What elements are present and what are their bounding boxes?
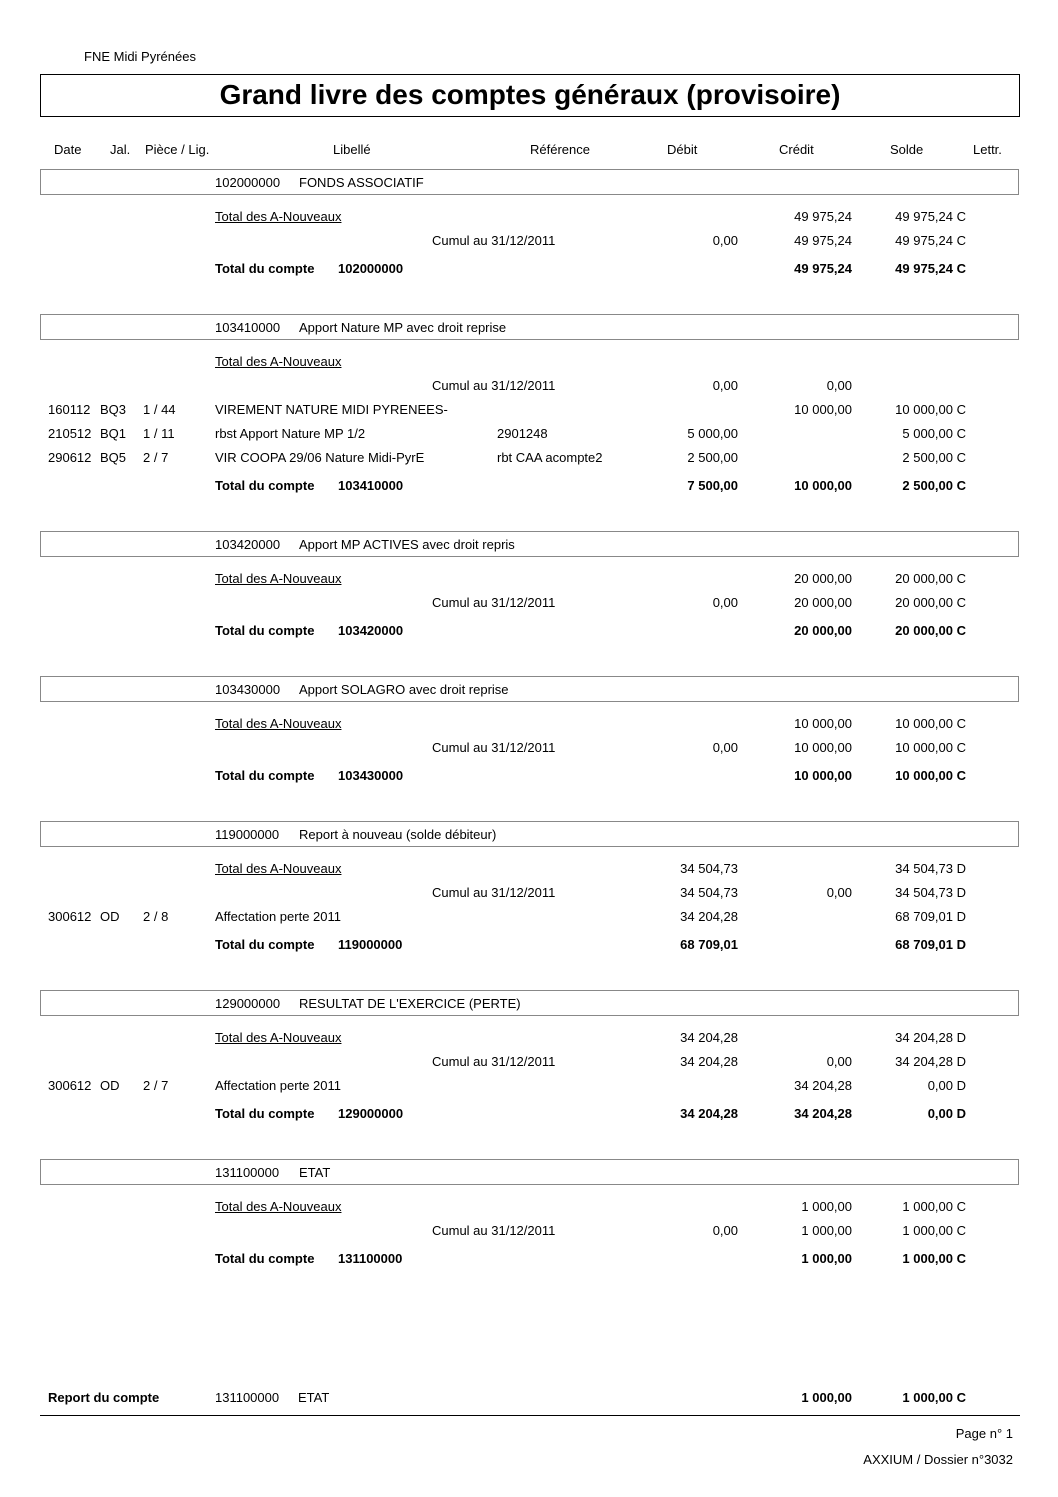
- footer-divider: [40, 1415, 1020, 1416]
- cumul-label: Cumul au 31/12/2011: [432, 1223, 556, 1238]
- report-account-number: 131100000: [215, 1390, 280, 1405]
- cumul-solde: 20 000,00 C: [895, 595, 966, 610]
- total-account-number: 129000000: [338, 1106, 404, 1121]
- entry-piece: 2 / 7: [143, 1078, 169, 1093]
- account-number: 131100000: [215, 1165, 280, 1180]
- cumul-solde: 34 504,73 D: [895, 885, 966, 900]
- account-header: [40, 169, 1019, 195]
- anouveaux-label: Total des A-Nouveaux: [215, 1030, 342, 1045]
- total-debit: 68 709,01: [680, 937, 738, 952]
- entry-solde: 10 000,00 C: [895, 402, 966, 417]
- cumul-credit: 0,00: [826, 885, 852, 900]
- total-credit: 20 000,00: [794, 623, 852, 638]
- entry-libelle: rbst Apport Nature MP 1/2: [215, 426, 366, 441]
- entry-jal: OD: [100, 909, 120, 924]
- entry-credit: 10 000,00: [794, 402, 852, 417]
- col-header-credit: Crédit: [779, 142, 814, 157]
- title-box: [40, 74, 1020, 117]
- account-name: Apport MP ACTIVES avec droit repris: [299, 537, 515, 552]
- anouveaux-debit: 34 504,73: [680, 861, 738, 876]
- col-header-date: Date: [54, 142, 82, 157]
- account-number: 119000000: [215, 827, 280, 842]
- anouveaux-label: Total des A-Nouveaux: [215, 1199, 342, 1214]
- anouveaux-solde: 49 975,24 C: [895, 209, 966, 224]
- cumul-label: Cumul au 31/12/2011: [432, 740, 556, 755]
- anouveaux-label: Total des A-Nouveaux: [215, 354, 342, 369]
- total-label: Total du compte: [215, 1251, 315, 1266]
- entry-libelle: VIR COOPA 29/06 Nature Midi-PyrE: [215, 450, 425, 465]
- anouveaux-label: Total des A-Nouveaux: [215, 716, 342, 731]
- report-account-name: ETAT: [298, 1390, 330, 1405]
- anouveaux-credit: 49 975,24: [794, 209, 852, 224]
- cumul-credit: 49 975,24: [794, 233, 852, 248]
- total-credit: 10 000,00: [794, 478, 852, 493]
- total-account-number: 103410000: [338, 478, 404, 493]
- col-header-jal: Jal.: [110, 142, 131, 157]
- entry-piece: 2 / 8: [143, 909, 169, 924]
- col-header-libelle: Libellé: [333, 142, 371, 157]
- entry-date: 300612: [48, 1078, 92, 1093]
- entry-jal: BQ1: [100, 426, 127, 441]
- account-number: 102000000: [215, 175, 281, 190]
- total-account-number: 131100000: [338, 1251, 403, 1266]
- entry-reference: rbt CAA acompte2: [497, 450, 603, 465]
- account-header: [40, 1159, 1019, 1185]
- entry-solde: 68 709,01 D: [895, 909, 966, 924]
- anouveaux-solde: 1 000,00 C: [902, 1199, 966, 1214]
- account-header: [40, 531, 1019, 557]
- total-solde: 20 000,00 C: [895, 623, 966, 638]
- entry-date: 160112: [48, 402, 91, 417]
- account-name: ETAT: [299, 1165, 331, 1180]
- cumul-credit: 1 000,00: [801, 1223, 852, 1238]
- total-debit: 7 500,00: [687, 478, 738, 493]
- cumul-debit: 34 204,28: [680, 1054, 738, 1069]
- entry-reference: 2901248: [497, 426, 548, 441]
- entry-piece: 1 / 44: [143, 402, 176, 417]
- cumul-solde: 1 000,00 C: [902, 1223, 966, 1238]
- report-label: Report du compte: [48, 1390, 160, 1405]
- account-name: Report à nouveau (solde débiteur): [299, 827, 497, 842]
- account-number: 103430000: [215, 682, 281, 697]
- cumul-label: Cumul au 31/12/2011: [432, 595, 556, 610]
- entry-date: 290612: [48, 450, 92, 465]
- account-number: 103410000: [215, 320, 281, 335]
- total-credit: 1 000,00: [801, 1251, 852, 1266]
- account-header: [40, 676, 1019, 702]
- account-name: RESULTAT DE L'EXERCICE (PERTE): [299, 996, 521, 1011]
- total-credit: 49 975,24: [794, 261, 852, 276]
- cumul-credit: 0,00: [826, 378, 852, 393]
- entry-piece: 2 / 7: [143, 450, 169, 465]
- total-solde: 49 975,24 C: [895, 261, 966, 276]
- cumul-solde: 10 000,00 C: [895, 740, 966, 755]
- entry-date: 210512: [48, 426, 92, 441]
- entry-solde: 5 000,00 C: [902, 426, 966, 441]
- page-title: Grand livre des comptes généraux (provisoire): [219, 79, 841, 110]
- total-account-number: 103420000: [338, 623, 404, 638]
- account-name: Apport Nature MP avec droit reprise: [299, 320, 507, 335]
- total-debit: 34 204,28: [680, 1106, 738, 1121]
- anouveaux-solde: 34 204,28 D: [895, 1030, 966, 1045]
- cumul-solde: 49 975,24 C: [895, 233, 966, 248]
- entry-credit: 34 204,28: [794, 1078, 852, 1093]
- cumul-debit: 0,00: [712, 1223, 738, 1238]
- total-account-number: 119000000: [338, 937, 403, 952]
- cumul-debit: 0,00: [712, 233, 738, 248]
- total-account-number: 103430000: [338, 768, 404, 783]
- cumul-label: Cumul au 31/12/2011: [432, 233, 556, 248]
- account-header: [40, 821, 1019, 847]
- anouveaux-credit: 1 000,00: [801, 1199, 852, 1214]
- col-header-piece: Pièce / Lig.: [145, 142, 210, 157]
- total-label: Total du compte: [215, 623, 315, 638]
- anouveaux-label: Total des A-Nouveaux: [215, 861, 342, 876]
- cumul-credit: 20 000,00: [794, 595, 852, 610]
- entry-debit: 5 000,00: [687, 426, 738, 441]
- report-credit: 1 000,00: [801, 1390, 852, 1405]
- page-number: Page n° 1: [955, 1426, 1013, 1441]
- account-header: [40, 990, 1019, 1016]
- entry-piece: 1 / 11: [143, 426, 175, 441]
- account-header: [40, 314, 1019, 340]
- dossier-ref: AXXIUM / Dossier n°3032: [863, 1452, 1013, 1467]
- entry-solde: 0,00 D: [927, 1078, 966, 1093]
- account-number: 129000000: [215, 996, 281, 1011]
- anouveaux-credit: 10 000,00: [794, 716, 852, 731]
- entry-jal: OD: [100, 1078, 120, 1093]
- cumul-label: Cumul au 31/12/2011: [432, 885, 556, 900]
- cumul-debit: 0,00: [712, 378, 738, 393]
- anouveaux-solde: 34 504,73 D: [895, 861, 966, 876]
- anouveaux-credit: 20 000,00: [794, 571, 852, 586]
- col-header-solde: Solde: [890, 142, 924, 157]
- cumul-debit: 0,00: [712, 595, 738, 610]
- total-label: Total du compte: [215, 768, 315, 783]
- entry-date: 300612: [48, 909, 92, 924]
- entry-jal: BQ5: [100, 450, 127, 465]
- total-label: Total du compte: [215, 261, 315, 276]
- cumul-label: Cumul au 31/12/2011: [432, 1054, 556, 1069]
- anouveaux-solde: 20 000,00 C: [895, 571, 966, 586]
- total-label: Total du compte: [215, 1106, 315, 1121]
- cumul-credit: 0,00: [826, 1054, 852, 1069]
- total-solde: 1 000,00 C: [902, 1251, 966, 1266]
- cumul-debit: 0,00: [712, 740, 738, 755]
- entry-debit: 2 500,00: [687, 450, 738, 465]
- col-header-reference: Référence: [530, 142, 590, 157]
- report-solde: 1 000,00 C: [902, 1390, 966, 1405]
- total-credit: 34 204,28: [794, 1106, 852, 1121]
- cumul-label: Cumul au 31/12/2011: [432, 378, 556, 393]
- cumul-credit: 10 000,00: [794, 740, 852, 755]
- total-label: Total du compte: [215, 937, 315, 952]
- total-solde: 68 709,01 D: [895, 937, 966, 952]
- cumul-solde: 34 204,28 D: [895, 1054, 966, 1069]
- entry-libelle: VIREMENT NATURE MIDI PYRENEES-: [215, 402, 448, 417]
- entry-solde: 2 500,00 C: [902, 450, 966, 465]
- anouveaux-label: Total des A-Nouveaux: [215, 571, 342, 586]
- total-account-number: 102000000: [338, 261, 404, 276]
- entry-libelle: Affectation perte 2011: [215, 909, 342, 924]
- total-credit: 10 000,00: [794, 768, 852, 783]
- company-name: FNE Midi Pyrénées: [84, 49, 196, 64]
- cumul-debit: 34 504,73: [680, 885, 738, 900]
- entry-debit: 34 204,28: [680, 909, 738, 924]
- total-label: Total du compte: [215, 478, 315, 493]
- entry-libelle: Affectation perte 2011: [215, 1078, 342, 1093]
- total-solde: 0,00 D: [927, 1106, 966, 1121]
- col-header-debit: Débit: [667, 142, 698, 157]
- account-name: FONDS ASSOCIATIF: [299, 175, 424, 190]
- anouveaux-debit: 34 204,28: [680, 1030, 738, 1045]
- anouveaux-solde: 10 000,00 C: [895, 716, 966, 731]
- entry-jal: BQ3: [100, 402, 127, 417]
- total-solde: 10 000,00 C: [895, 768, 966, 783]
- total-solde: 2 500,00 C: [902, 478, 966, 493]
- account-name: Apport SOLAGRO avec droit reprise: [299, 682, 509, 697]
- account-number: 103420000: [215, 537, 281, 552]
- col-header-lettr: Lettr.: [973, 142, 1002, 157]
- anouveaux-label: Total des A-Nouveaux: [215, 209, 342, 224]
